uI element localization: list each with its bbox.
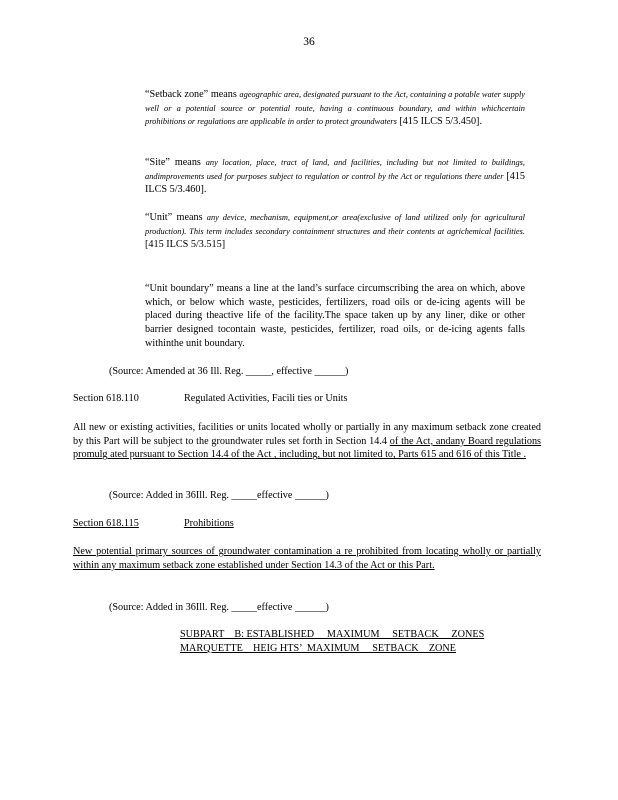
definition-body: ageographic area, designated pursuant to the Act, containing a potable water supply well or a potential source or potential route, having a continuous boundary, and within whichcertain prohibitions or regulations are applicable in order to protect groundwaters (145, 90, 525, 127)
definition-citation: [415 ILCS 5/3.450]. (399, 116, 482, 128)
definition-term: “Unit” means (145, 212, 203, 223)
definition-unit-boundary (145, 282, 525, 351)
subpart-heading: SUBPART B: ESTABLISHED MAXIMUM SETBACK ZONES (180, 629, 485, 640)
section-heading (73, 517, 234, 531)
section-title: Prohibitions (183, 518, 234, 529)
section-number: Section 618.115 (73, 518, 139, 529)
section-paragraph (73, 545, 541, 572)
source-note: (Source: Added in 36Ill. Reg. _____effective ______) (109, 490, 329, 501)
section-title: Regulated Activities, Facili ties or Units (183, 393, 348, 404)
source-note: (Source: Amended at 36 Ill. Reg. _____, effective ______) (109, 366, 349, 377)
definition-term: “Setback zone” means (145, 89, 237, 100)
definition-setback-zone (145, 88, 525, 129)
paragraph-text: All new or existing activities, facilities or units located wholly or partially in any maximum setback zone created by this Part will be subject to the groundwater rules set forth in Section 14.4 (73, 422, 541, 447)
paragraph-inserted-text: New potential primary sources of groundwater contamination a re prohibited from locating wholly or partially within any maximum setback zone established under Section 14.3 of the Act or this Part. (73, 546, 541, 571)
definition-body: any location, place, tract of land, and facilities, including but not limited to buildings, andimprovements used for purposes subject to regulation or control by the Act or regulations there under (145, 158, 525, 181)
definition-term: “Site” means (145, 157, 201, 168)
definition-body: “Unit boundary” means a line at the land’s surface circumscribing the area on which, above which, or below which waste, pesticides, fertilizers, road oils or de-icing agents will be placed during theactive life of the facility.The space taken up by any liner, dike or other barrier designed tocontain waste, pesticides, fertilizer, road oils, or de-icing agents falls withinthe unit boundary. (145, 283, 525, 349)
paragraph-inserted-text: of the Act, andany Board regulations promulg ated pursuant to Section 14.4 of the Act , including, but not limited to, Parts 615 and 616 of this Title . (73, 435, 542, 461)
definition-unit (145, 211, 525, 252)
definition-citation: [415 ILCS 5/3.460]. (145, 170, 525, 196)
section-heading (73, 392, 347, 406)
definition-citation: [415 ILCS 5/3.515] (145, 239, 226, 251)
section-number: Section 618.110 (73, 393, 139, 404)
source-note: (Source: Added in 36Ill. Reg. _____effective ______) (109, 602, 329, 613)
definition-site (145, 156, 525, 197)
section-paragraph (73, 421, 541, 462)
page-number: 36 (303, 36, 315, 48)
definition-body: any device, mechanism, equipment,or area(exclusive of land utilized only for agricultural production). This term includes secondary containment structures and their contents at agrichemical facilities. (145, 213, 525, 236)
zone-heading: MARQUETTE HEIG HTS’ MAXIMUM SETBACK ZONE (180, 643, 456, 654)
